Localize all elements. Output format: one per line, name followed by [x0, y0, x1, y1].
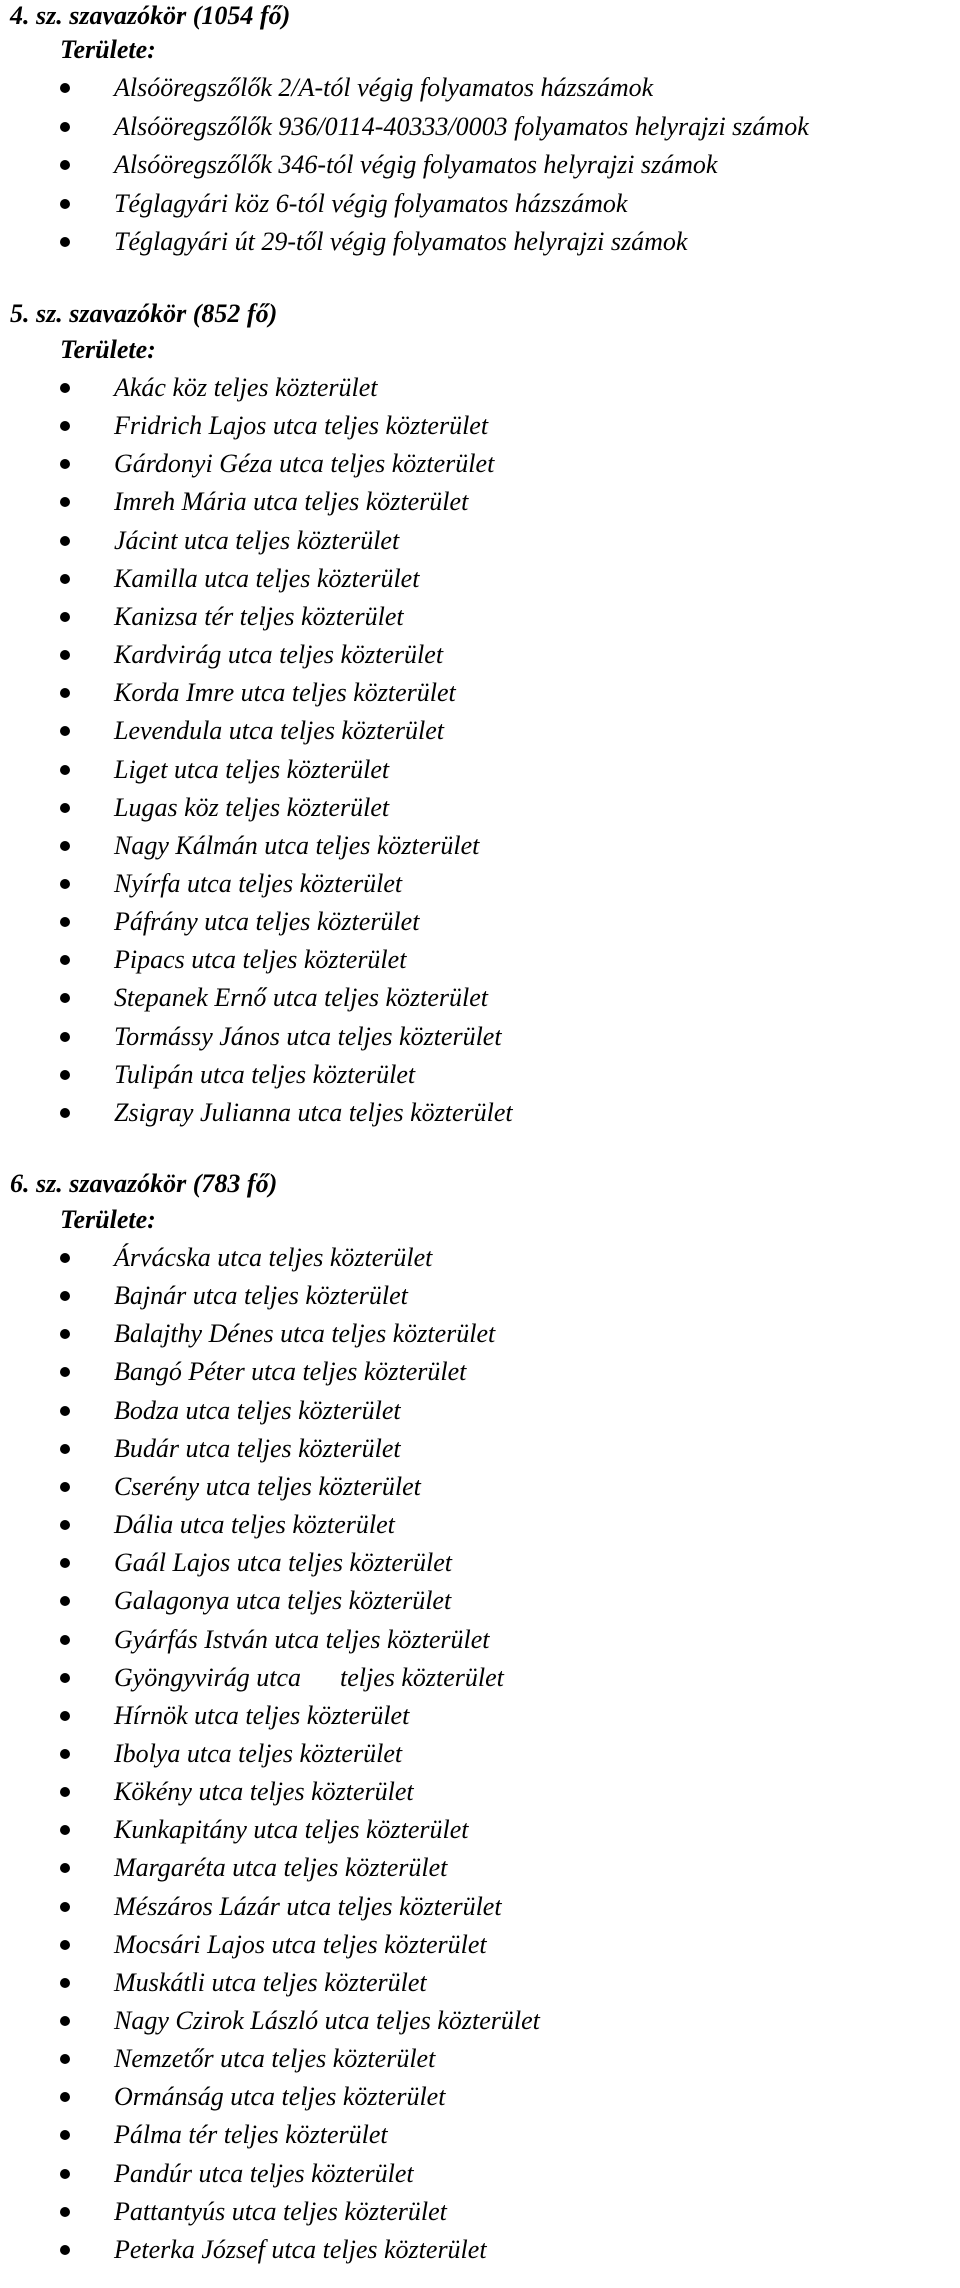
list-item-text: Mészáros Lázár utca teljes közterület: [114, 1891, 502, 1921]
list-item-text: Lugas köz teljes közterület: [114, 792, 390, 822]
list-item: [60, 1736, 940, 1774]
list-item-text: Kamilla utca teljes közterület: [114, 563, 420, 593]
list-item-text: Hírnök utca teljes közterület: [114, 1700, 410, 1730]
list-item: [60, 1622, 940, 1660]
list-item: [60, 446, 940, 484]
list-item-text: Árvácska utca teljes közterület: [114, 1243, 433, 1272]
bullet-icon: [60, 1596, 70, 1606]
list-item: [60, 1698, 940, 1736]
list-item-text: Margaréta utca teljes közterület: [114, 1853, 448, 1883]
list-item: [60, 1095, 940, 1133]
list-item: [60, 109, 940, 147]
list-item: [60, 147, 940, 185]
list-item: [60, 224, 940, 262]
bullet-icon: [60, 2054, 70, 2064]
bullet-icon: [60, 765, 70, 775]
bullet-icon: [60, 803, 70, 813]
list-item-text: Nemzetőr utca teljes közterület: [114, 2044, 436, 2074]
bullet-icon: [60, 955, 70, 965]
list-item-text: Alsóöregszőlők 936/0114-40333/0003 folyamatos helyrajzi számok: [114, 111, 809, 141]
list-item: [60, 1057, 940, 1095]
list-item-text: Imreh Mária utca teljes közterület: [114, 487, 469, 517]
list-item-text: Bangó Péter utca teljes közterület: [114, 1357, 467, 1387]
bullet-icon: [60, 993, 70, 1003]
list-item: [60, 2003, 940, 2041]
list-item-text: Mocsári Lajos utca teljes közterület: [114, 1929, 487, 1959]
bullet-icon: [60, 1367, 70, 1377]
bullet-icon: [60, 1444, 70, 1454]
list-item: [60, 2117, 940, 2155]
list-item: [60, 186, 940, 224]
bullet-icon: [60, 2207, 70, 2217]
list-item: [60, 2041, 940, 2079]
bullet-icon: [60, 383, 70, 393]
list-item: [60, 2079, 940, 2117]
bullet-icon: [60, 1329, 70, 1339]
bullet-icon: [60, 612, 70, 622]
list-item-text: Kökény utca teljes közterület: [114, 1777, 414, 1807]
list-item-text: Peterka József utca teljes közterület: [114, 2234, 487, 2264]
list-item-text: Dália utca teljes közterület: [114, 1510, 395, 1540]
list-item: [60, 1583, 940, 1621]
list-item: [60, 1812, 940, 1850]
list-item: [60, 1240, 940, 1278]
list-item: [60, 2232, 940, 2270]
bullet-icon: [60, 199, 70, 209]
bullet-icon: [60, 2092, 70, 2102]
list-item-text: Korda Imre utca teljes közterület: [114, 678, 456, 708]
bullet-icon: [60, 1406, 70, 1416]
list-item-text: Ormánság utca teljes közterület: [114, 2082, 446, 2112]
list-item-text: Gyöngyvirág utca teljes közterület: [114, 1662, 504, 1692]
list-item: [60, 2194, 940, 2232]
list-item: [60, 637, 940, 675]
list-item: [60, 1774, 940, 1812]
list-item-text: Nyírfa utca teljes közterület: [114, 868, 403, 898]
list-item-text: Bodza utca teljes közterület: [114, 1395, 401, 1425]
section-subtitle: Területe:: [60, 35, 156, 64]
list-item: [60, 561, 940, 599]
list-item-text: Levendula utca teljes közterület: [114, 716, 444, 746]
list-item-text: Fridrich Lajos utca teljes közterület: [114, 411, 489, 441]
bullet-icon: [60, 2169, 70, 2179]
bullet-icon: [60, 83, 70, 93]
list-item: [60, 599, 940, 637]
bullet-icon: [60, 1978, 70, 1988]
list-item-text: Cserény utca teljes közterület: [114, 1471, 421, 1501]
bullet-icon: [60, 536, 70, 546]
bullet-icon: [60, 1558, 70, 1568]
bullet-icon: [60, 1520, 70, 1530]
list-item: [60, 1850, 940, 1888]
list-item: [60, 942, 940, 980]
bullet-icon: [60, 917, 70, 927]
bullet-icon: [60, 1787, 70, 1797]
list-item-text: Téglagyári út 29-től végig folyamatos helyrajzi számok: [114, 227, 688, 256]
list-item-text: Gaál Lajos utca teljes közterület: [114, 1548, 452, 1578]
list-item: [60, 523, 940, 561]
bullet-icon: [60, 1108, 70, 1118]
bullet-icon: [60, 237, 70, 247]
bullet-icon: [60, 726, 70, 736]
list-item-text: Kunkapitány utca teljes közterület: [114, 1815, 469, 1845]
list-item-text: Pandúr utca teljes közterület: [114, 2158, 414, 2188]
bullet-icon: [60, 688, 70, 698]
bullet-icon: [60, 841, 70, 851]
list-item: [60, 370, 940, 408]
list-item-text: Nagy Czirok László utca teljes közterület: [114, 2006, 540, 2035]
list-item-text: Tormássy János utca teljes közterület: [114, 1021, 502, 1051]
list-item-text: Akác köz teljes közterület: [114, 373, 378, 402]
list-item: [60, 790, 940, 828]
list-item-text: Bajnár utca teljes közterület: [114, 1281, 408, 1311]
bullet-icon: [60, 1673, 70, 1683]
bullet-icon: [60, 421, 70, 431]
list-item-text: Pipacs utca teljes közterület: [114, 945, 407, 975]
list-item-text: Galagonya utca teljes közterület: [114, 1586, 452, 1616]
list-item: [60, 980, 940, 1018]
list-item: [60, 866, 940, 904]
bullet-icon: [60, 1825, 70, 1835]
list-item: [60, 1354, 940, 1392]
bullet-icon: [60, 1902, 70, 1912]
bullet-icon: [60, 1482, 70, 1492]
list-item: [60, 752, 940, 790]
list-item-text: Tulipán utca teljes közterület: [114, 1059, 416, 1089]
section-subtitle: Területe:: [60, 1205, 156, 1234]
bullet-icon: [60, 574, 70, 584]
list-item-text: Téglagyári köz 6-tól végig folyamatos házszámok: [114, 188, 628, 218]
list-item-text: Liget utca teljes közterület: [114, 754, 390, 784]
section-subtitle: Területe:: [60, 335, 156, 364]
list-item: [60, 1507, 940, 1545]
list-item: [60, 484, 940, 522]
section-title: 4. sz. szavazókör (1054 fő): [10, 1, 291, 30]
list-item: [60, 904, 940, 942]
list-item: [60, 1927, 940, 1965]
list-item-text: Gyárfás István utca teljes közterület: [114, 1624, 490, 1654]
bullet-icon: [60, 459, 70, 469]
list-item-text: Páfrány utca teljes közterület: [114, 907, 420, 937]
list-item-text: Kardvirág utca teljes közterület: [114, 640, 444, 670]
list-item: [60, 828, 940, 866]
list-item: [60, 1431, 940, 1469]
list-item-text: Alsóöregszőlők 2/A-tól végig folyamatos házszámok: [114, 73, 654, 102]
list-item: [60, 1469, 940, 1507]
list-item-text: Gárdonyi Géza utca teljes közterület: [114, 449, 495, 479]
bullet-icon: [60, 2016, 70, 2026]
list-item: [60, 675, 940, 713]
list-item: [60, 1965, 940, 2003]
list-item: [60, 1660, 940, 1698]
bullet-icon: [60, 122, 70, 132]
list-item: [60, 1545, 940, 1583]
bullet-icon: [60, 1711, 70, 1721]
list-item-text: Alsóöregszőlők 346-tól végig folyamatos helyrajzi számok: [114, 150, 718, 179]
list-item: [60, 713, 940, 751]
bullet-icon: [60, 1635, 70, 1645]
list-item: [60, 1278, 940, 1316]
list-item-text: Pálma tér teljes közterület: [114, 2120, 388, 2150]
list-item: [60, 2156, 940, 2194]
list-item-text: Balajthy Dénes utca teljes közterület: [114, 1319, 496, 1349]
bullet-icon: [60, 2245, 70, 2255]
list-item-text: Stepanek Ernő utca teljes közterület: [114, 983, 489, 1013]
bullet-icon: [60, 879, 70, 889]
list-item-text: Ibolya utca teljes közterület: [114, 1738, 403, 1768]
list-item-text: Nagy Kálmán utca teljes közterület: [114, 830, 480, 860]
list-item-text: Kanizsa tér teljes közterület: [114, 601, 404, 631]
list-item: [60, 1393, 940, 1431]
list-item: [60, 1889, 940, 1927]
bullet-icon: [60, 1253, 70, 1263]
list-item: [60, 1316, 940, 1354]
bullet-icon: [60, 2130, 70, 2140]
section-title: 6. sz. szavazókör (783 fő): [10, 1169, 278, 1198]
list-item: [60, 408, 940, 446]
list-item: [60, 1019, 940, 1057]
list-item-text: Zsigray Julianna utca teljes közterület: [114, 1097, 513, 1127]
bullet-icon: [60, 160, 70, 170]
bullet-icon: [60, 497, 70, 507]
bullet-icon: [60, 1032, 70, 1042]
bullet-icon: [60, 1863, 70, 1873]
list-item-text: Budár utca teljes közterület: [114, 1433, 401, 1463]
list-item-text: Jácint utca teljes közterület: [114, 525, 400, 555]
list-item-text: Muskátli utca teljes közterület: [114, 1967, 427, 1997]
bullet-icon: [60, 1291, 70, 1301]
list-item-text: Pattantyús utca teljes közterület: [114, 2196, 447, 2226]
bullet-icon: [60, 1749, 70, 1759]
list-item: [60, 70, 940, 108]
bullet-icon: [60, 1940, 70, 1950]
section-title: 5. sz. szavazókör (852 fő): [10, 299, 278, 328]
bullet-icon: [60, 650, 70, 660]
bullet-icon: [60, 1070, 70, 1080]
